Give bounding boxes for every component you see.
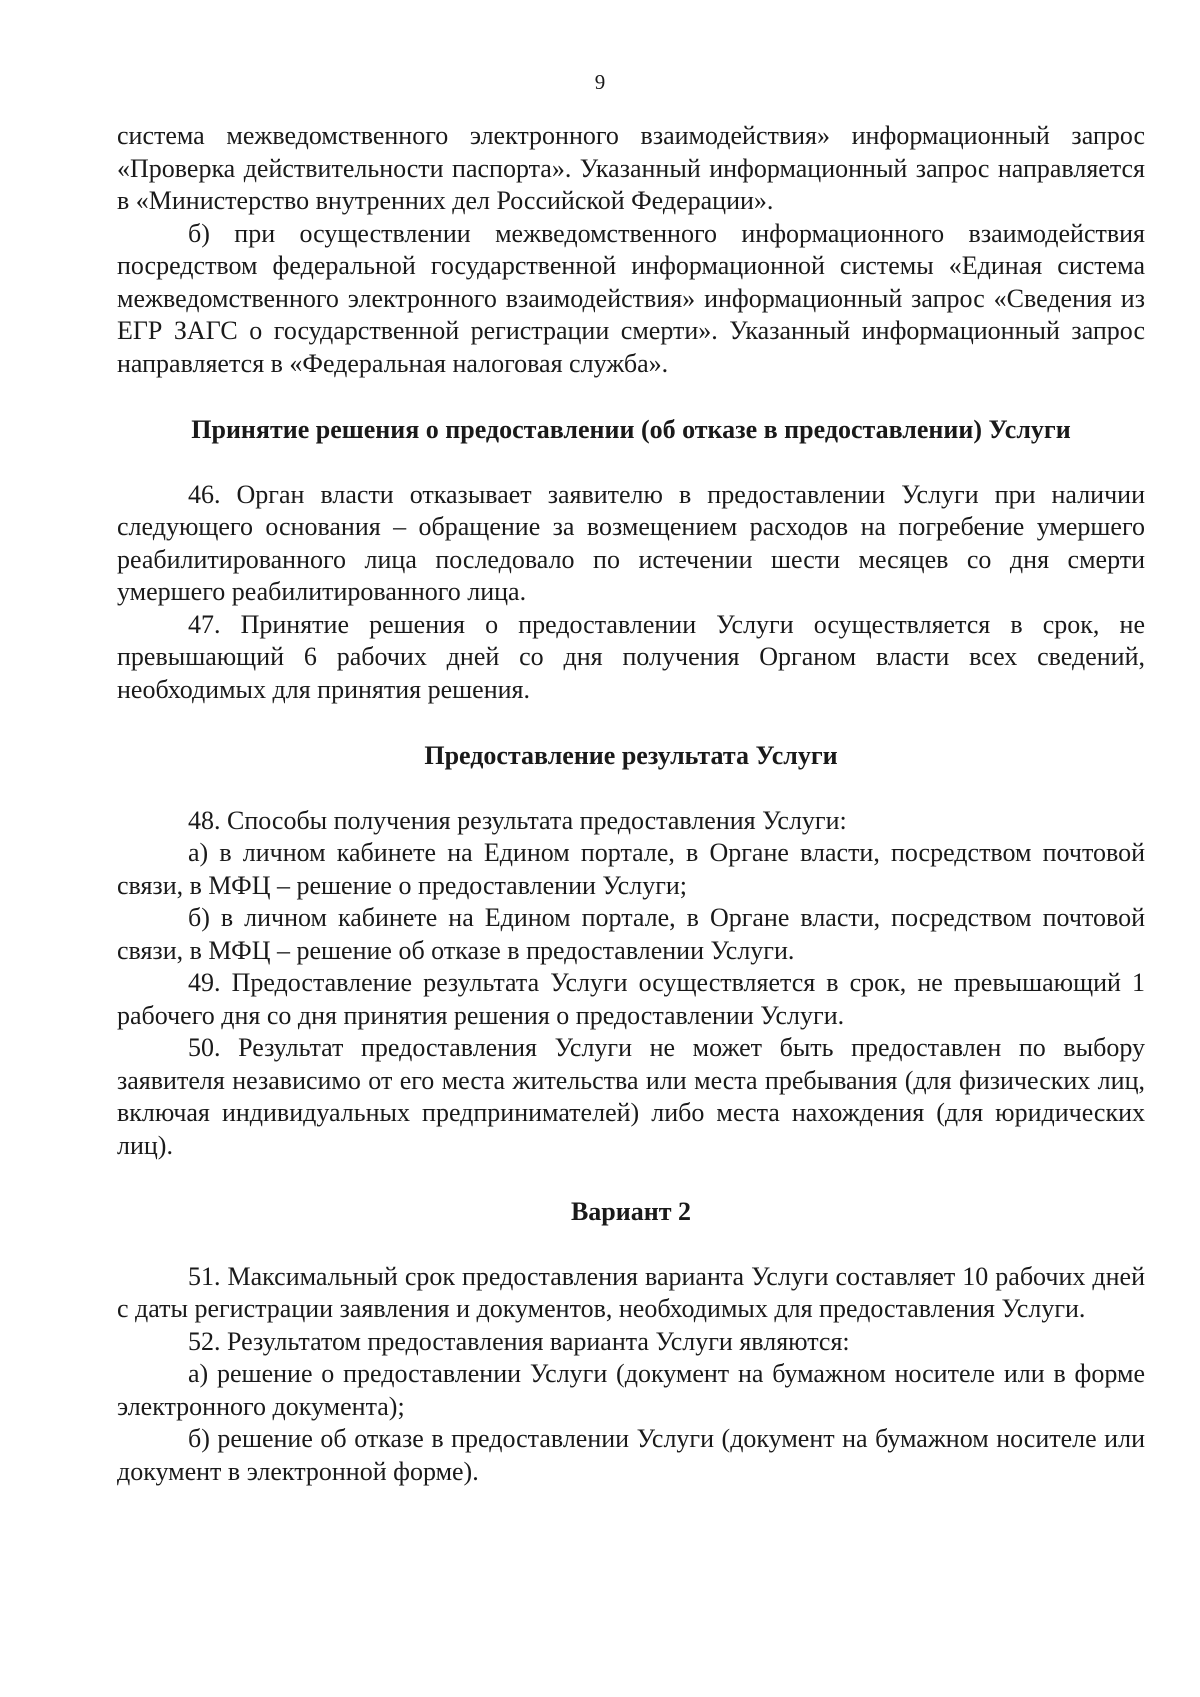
- section-heading-decision: Принятие решения о предоставлении (об отказе в предоставлении) Услуги: [191, 415, 1071, 444]
- paragraph-51: 51. Максимальный срок предоставления варианта Услуги составляет 10 рабочих дней с даты регистрации заявления и документов, необходимых для предоставления Услуги.: [117, 1261, 1145, 1323]
- paragraph-48: 48. Способы получения результата предоставления Услуги:: [188, 805, 847, 835]
- page-number: 9: [594, 70, 606, 94]
- document-body: [117, 120, 1145, 1488]
- section-heading-variant-2: Вариант 2: [570, 1197, 692, 1226]
- paragraph-46: 46. Орган власти отказывает заявителю в предоставлении Услуги при наличии следующего основания – обращение за возмещением расходов на погребение умершего реабилитированного лица последовало по истечении шести месяцев со дня смерти умершего реабилитированного лица.: [117, 479, 1145, 606]
- section-heading-result: Предоставление результата Услуги: [424, 741, 838, 770]
- paragraph-52: 52. Результатом предоставления варианта Услуги являются:: [188, 1326, 850, 1356]
- paragraph-continuation: система межведомственного электронного взаимодействия» информационный запрос «Проверка действительности паспорта». Указанный информационный запрос направляется в «Министерство внутренних дел Российской Федерации».: [117, 121, 1145, 215]
- paragraph-48-b: б) в личном кабинете на Едином портале, в Органе власти, посредством почтовой связи, в МФЦ – решение об отказе в предоставлении Услуги.: [117, 903, 1145, 965]
- paragraph-49: 49. Предоставление результата Услуги осуществляется в срок, не превышающий 1 рабочего дня со дня принятия решения о предоставлении Услуги.: [117, 968, 1145, 1030]
- paragraph-50: 50. Результат предоставления Услуги не может быть предоставлен по выбору заявителя независимо от его места жительства или места пребывания (для физических лиц, включая индивидуальных предпринимателей) либо места нахождения (для юридических лиц).: [117, 1033, 1145, 1160]
- paragraph-52-a: а) решение о предоставлении Услуги (документ на бумажном носителе или в форме электронного документа);: [117, 1359, 1145, 1421]
- paragraph-52-b: б) решение об отказе в предоставлении Услуги (документ на бумажном носителе или документ в электронной форме).: [117, 1424, 1145, 1486]
- paragraph-47: 47. Принятие решения о предоставлении Услуги осуществляется в срок, не превышающий 6 рабочих дней со дня получения Органом власти всех сведений, необходимых для принятия решения.: [117, 609, 1145, 704]
- paragraph-item-b: б) при осуществлении межведомственного информационного взаимодействия посредством федеральной государственной информационной системы «Единая система межведомственного электронного взаимодействия» информационный запрос «Сведения из ЕГР ЗАГС о государственной регистрации смерти». Указанный информационный запрос направляется в «Федеральная налоговая служба».: [117, 218, 1145, 378]
- paragraph-48-a: а) в личном кабинете на Едином портале, в Органе власти, посредством почтовой связи, в МФЦ – решение о предоставлении Услуги;: [117, 838, 1145, 900]
